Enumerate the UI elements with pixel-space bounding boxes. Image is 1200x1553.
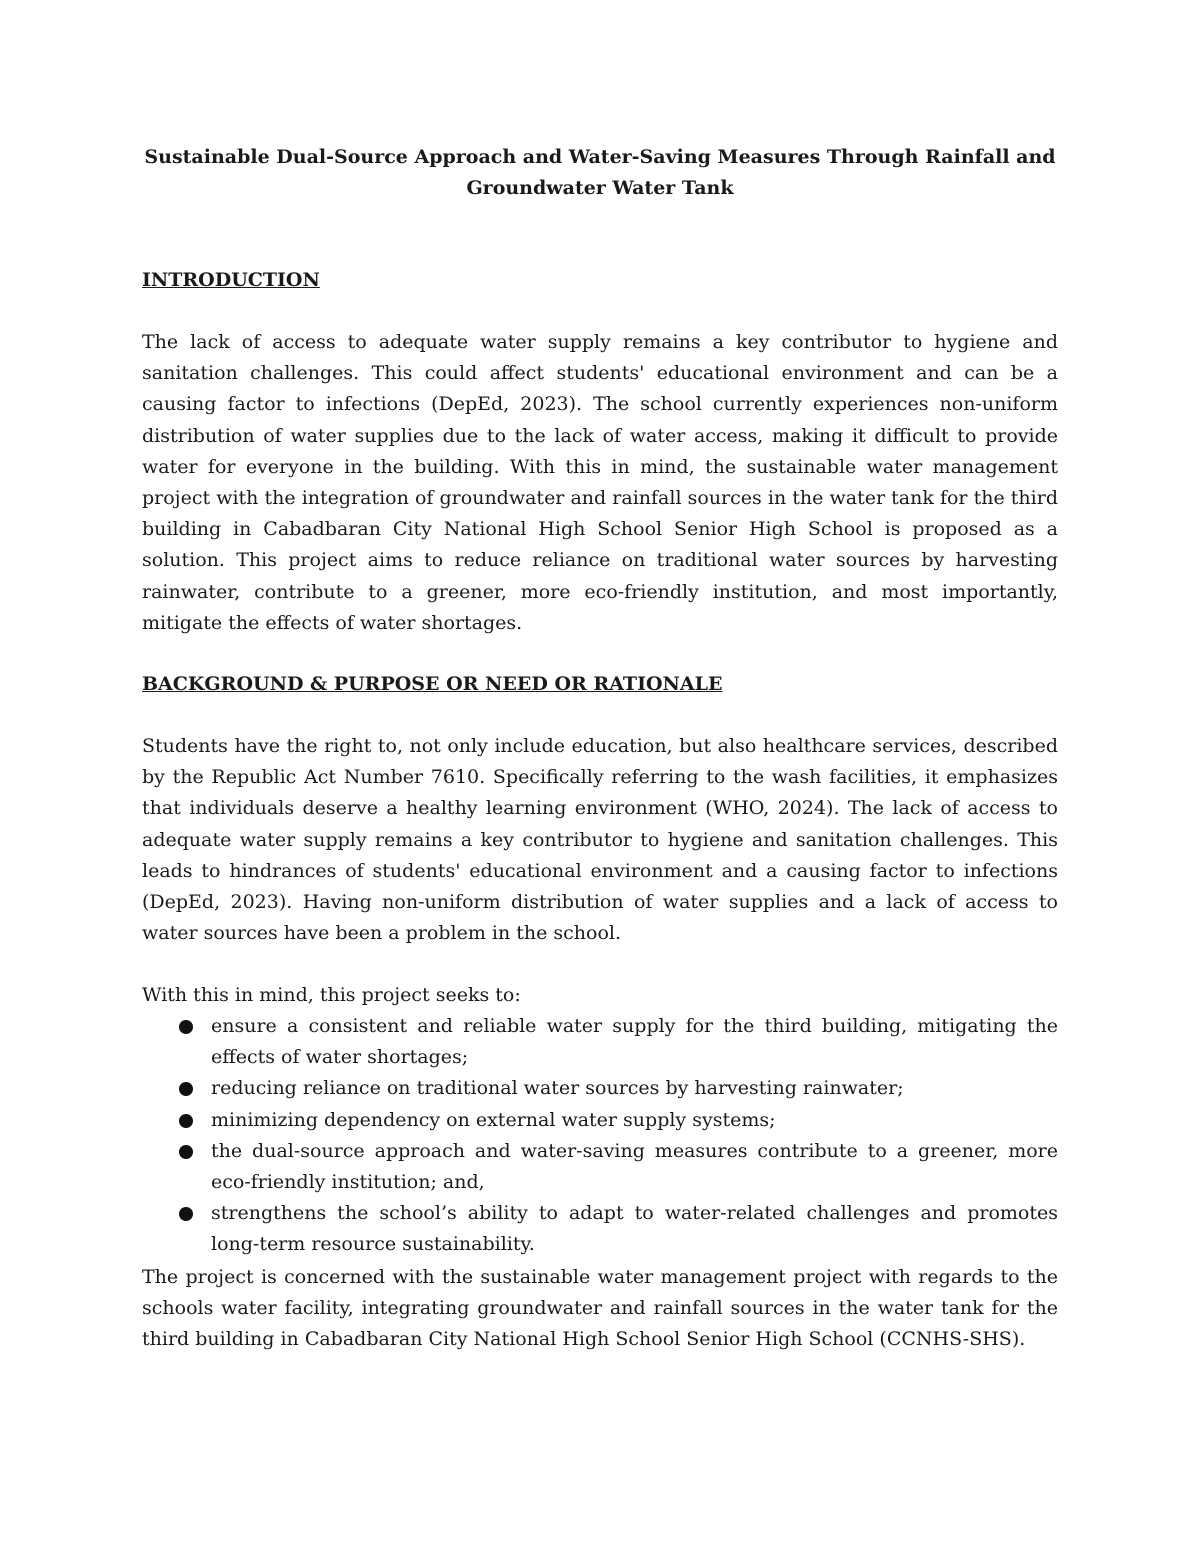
objectives-list [142,1011,1058,1261]
section-heading-introduction: INTRODUCTION [142,269,320,291]
list-item [142,1073,1058,1104]
document-title: Sustainable Dual-Source Approach and Water-Saving Measures Through Rainfall and Groundwater Water Tank [144,146,1056,199]
list-item-text: minimizing dependency on external water supply systems; [211,1108,776,1131]
bullet-icon [179,1020,193,1034]
bullet-icon [179,1207,193,1221]
list-item-text: the dual-source approach and water-saving measures contribute to a greener, more eco-friendly institution; and, [211,1139,1058,1194]
background-paragraph: Students have the right to, not only include education, but also healthcare services, described by the Republic Act Number 7610. Specifically referring to the wash facilities, it emphasizes that individuals deserve a healthy learning environment (WHO, 2024). The lack of access to adequate water supply remains a key contributor to hygiene and sanitation challenges. This leads to hindrances of students' educational environment and a causing factor to infections (DepEd, 2023). Having non-uniform distribution of water supplies and a lack of access to water sources have been a problem in the school. [142,735,1058,945]
list-item [142,1011,1058,1073]
section-heading-background: BACKGROUND & PURPOSE OR NEED OR RATIONALE [142,673,723,695]
list-item-text: reducing reliance on traditional water sources by harvesting rainwater; [211,1077,904,1100]
list-item [142,1198,1058,1260]
bullet-icon [179,1082,193,1096]
list-item [142,1105,1058,1136]
introduction-paragraph: The lack of access to adequate water supply remains a key contributor to hygiene and sanitation challenges. This could affect students' educational environment and can be a causing factor to infections (DepEd, 2023). The school currently experiences non-uniform distribution of water supplies due to the lack of water access, making it difficult to provide water for everyone in the building. With this in mind, the sustainable water management project with the integration of groundwater and rainfall sources in the water tank for the third building in Cabadbaran City National High School Senior High School is proposed as a solution. This project aims to reduce reliance on traditional water sources by harvesting rainwater, contribute to a greener, more eco-friendly institution, and most importantly, mitigate the effects of water shortages. [142,331,1058,634]
bullet-intro-text: With this in mind, this project seeks to: [142,984,521,1006]
closing-paragraph: The project is concerned with the sustainable water management project with regards to the schools water facility, integrating groundwater and rainfall sources in the water tank for the third building in Cabadbaran City National High School Senior High School (CCNHS-SHS). [142,1266,1058,1351]
list-item-text: strengthens the school’s ability to adapt to water-related challenges and promotes long-term resource sustainability. [211,1202,1058,1256]
list-item [142,1136,1058,1198]
bullet-icon [179,1145,193,1159]
bullet-icon [179,1114,193,1128]
list-item-text: ensure a consistent and reliable water supply for the third building, mitigating the effects of water shortages; [211,1015,1058,1069]
